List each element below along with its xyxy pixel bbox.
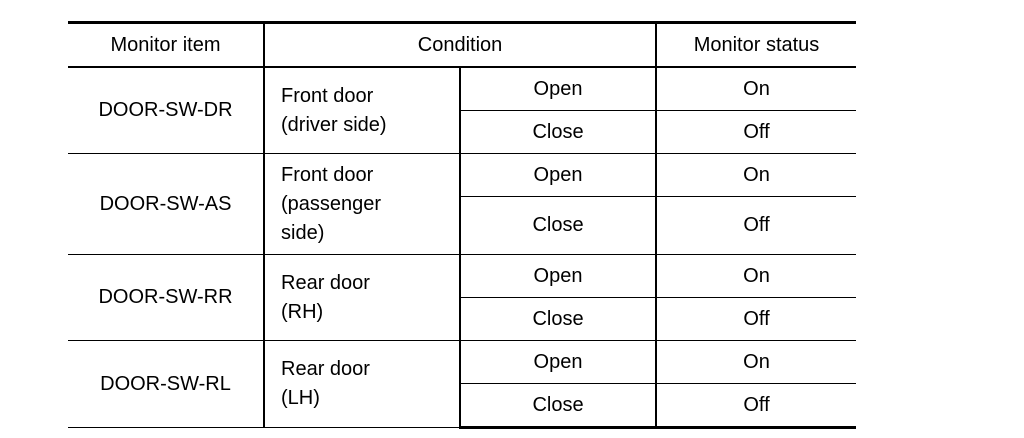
monitor-item-cell: DOOR-SW-DR: [68, 67, 264, 154]
door-label-line: (passenger: [281, 192, 382, 215]
monitor-item-cell: DOOR-SW-RL: [68, 341, 264, 428]
monitor-table: [68, 21, 856, 429]
header-monitor-item: Monitor item: [68, 23, 264, 68]
door-label-line: Rear door: [281, 271, 370, 294]
table-row: [68, 154, 856, 197]
door-label-line: (driver side): [281, 113, 387, 136]
monitor-status-cell: Off: [656, 111, 856, 154]
door-label-line: (RH): [281, 300, 324, 323]
table-row: [68, 255, 856, 298]
door-label-line: Front door: [281, 163, 374, 186]
monitor-status-cell: On: [656, 255, 856, 298]
table-row: [68, 341, 856, 384]
condition-state-cell: Close: [460, 197, 656, 255]
monitor-status-cell: Off: [656, 197, 856, 255]
door-cell: [264, 255, 460, 341]
monitor-status-cell: Off: [656, 384, 856, 428]
monitor-item-cell: DOOR-SW-RR: [68, 255, 264, 341]
condition-state-cell: Open: [460, 67, 656, 111]
door-cell: [264, 67, 460, 154]
header-condition: Condition: [264, 23, 656, 68]
door-label-line: Rear door: [281, 358, 370, 380]
monitor-status-cell: On: [656, 67, 856, 111]
condition-state-cell: Close: [460, 384, 656, 428]
door-cell: [264, 154, 460, 255]
condition-state-cell: Open: [460, 154, 656, 197]
door-label-line: (LH): [281, 387, 320, 409]
header-monitor-status: Monitor status: [656, 23, 856, 68]
condition-state-cell: Close: [460, 111, 656, 154]
monitor-status-cell: Off: [656, 298, 856, 341]
condition-state-cell: Close: [460, 298, 656, 341]
header-row: [68, 23, 856, 68]
monitor-status-cell: On: [656, 341, 856, 384]
door-cell: [264, 341, 460, 428]
door-label-line: side): [281, 221, 325, 244]
monitor-item-cell: DOOR-SW-AS: [68, 154, 264, 255]
condition-state-cell: Open: [460, 341, 656, 384]
door-label-line: Front door: [281, 84, 374, 107]
condition-state-cell: Open: [460, 255, 656, 298]
table-row: [68, 67, 856, 111]
monitor-status-cell: On: [656, 154, 856, 197]
